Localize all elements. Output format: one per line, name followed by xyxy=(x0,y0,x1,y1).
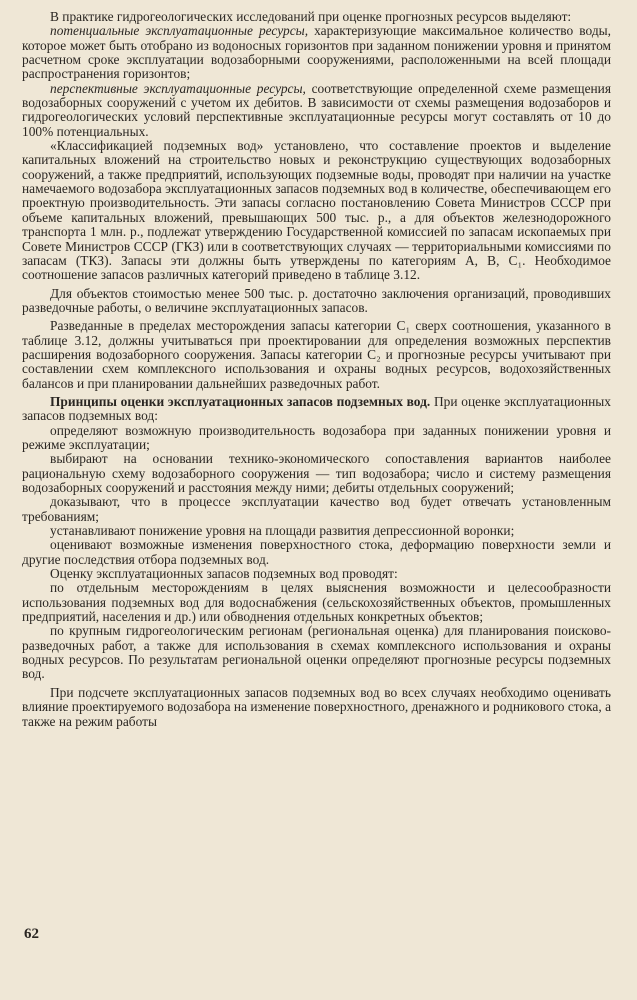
page-number: 62 xyxy=(24,926,39,942)
paragraph-text: При оценке эксплуатационных запасов подземных вод: xyxy=(22,393,611,424)
paragraph-small-objects: Для объектов стоимостью менее 500 тыс. р. достаточно заключения организаций, проводивших разведочные работы, о величине эксплуатационных запасов. xyxy=(22,285,611,315)
paragraph-explored-reserves: Разведанные в пределах месторождения запасы категории C₁ сверх соотношения, указанного в таблице 3.12, должны учитываться при проектировании для определения возможных перспектив расширения водозаборного сооружения. Запасы категории C₂ и прогнозные ресурсы учитывают при составлении схем комплексного использования и охраны водных ресурсов, водохозяйственных балансов и при планировании дальнейших разведочных работ. xyxy=(22,318,611,391)
list-item: по крупным гидрогеологическим регионам (региональная оценка) для планирования поисково-разведочных работ, а также для использования в схемах комплексного использования и охраны водных ресурсов. По результатам региональной оценки определяют прогнозные ресурсы подземных вод. xyxy=(22,623,611,682)
section-heading-principles: Принципы оценки эксплуатационных запасов подземных вод. xyxy=(50,393,431,409)
body-text xyxy=(22,10,611,729)
list-item: доказывают, что в процессе эксплуатации качество вод будет отвечать установленным требованиям; xyxy=(22,494,611,524)
paragraph-prospective-resources xyxy=(22,82,611,139)
paragraph-principles xyxy=(22,395,611,424)
paragraph-assessment: Оценку эксплуатационных запасов подземных вод проводят: xyxy=(50,566,398,582)
paragraph-classification: «Классификацией подземных вод» установлено, что составление проектов и выделение капитальных вложений на строительство новых и реконструкцию существующих водозаборных сооружений, а также предприятий, использующих подземные воды, проводят при наличии на участке намечаемого водозабора эксплуатационных запасов подземных вод в количестве, обеспечивающем его проектную производительность. Эти запасы согласно постановлению Совета Министров СССР при объеме капитальных вложений, превышающих 500 тыс. р., а для объектов железнодорожного транспорта 1 млн. р., подлежат утверждению Государственной комиссией по запасам ископаемых при Совете Министров СССР (ГКЗ) или в соответствующих случаях — территориальными комиссиями по запасам (ТКЗ). Запасы эти должны быть утверждены по категориям А, В, C₁. Необходимое соотношение запасов различных категорий приведено в таблице 3.12. xyxy=(22,138,611,283)
term-potential-resources: потенциальные эксплуатационные ресурсы, xyxy=(50,23,309,39)
list-item: устанавливают понижение уровня на площади развития депрессионной воронки; xyxy=(50,523,515,539)
paragraph-potential-resources xyxy=(22,24,611,81)
list-item: оценивают возможные изменения поверхностного стока, деформацию поверхности земли и другие последствия отбора подземных вод. xyxy=(22,537,611,567)
paragraph-calculation: При подсчете эксплуатационных запасов подземных вод во всех случаях необходимо оценивать влияние проектируемого водозабора на изменение поверхностного, дренажного и родникового стока, а также на режим работы xyxy=(22,684,612,729)
paragraph-text: характеризующие максимальное количество воды, которое может быть отобрано из водоносных горизонтов при заданном понижении уровня и принятом расчетном сроке эксплуатации водозаборными сооружениями, расположенными на всей площади распространения горизонтов; xyxy=(22,23,611,82)
list-item: выбирают на основании технико-экономического сопоставления вариантов наиболее рациональную схему водозаборного сооружения — тип водозабора; число и систему размещения водозаборных сооружений и расстояния между ними; дебиты отдельных сооружений; xyxy=(22,451,611,495)
paragraph-text: соответствующие определенной схеме размещения водозаборных сооружений с учетом их дебитов. В зависимости от схемы размещения водозаборов и гидрогеологических условий перспективные эксплуатационные ресурсы могут составлять от 10 до 100% потенциальных. xyxy=(22,80,612,139)
list-item: определяют возможную производительность водозабора при заданных понижении уровня и режиме эксплуатации; xyxy=(22,422,611,452)
paragraph-intro: В практике гидрогеологических исследований при оценке прогнозных ресурсов выделяют: xyxy=(50,9,572,24)
list-item: по отдельным месторождениям в целях выяснения возможности и целесообразности использования подземных вод для водоснабжения (сельскохозяйственных объектов, промышленных предприятий, населения и др.) или обводнения отдельных конкретных объектов; xyxy=(22,580,611,625)
term-prospective-resources: перспективные эксплуатационные ресурсы, xyxy=(50,80,306,96)
